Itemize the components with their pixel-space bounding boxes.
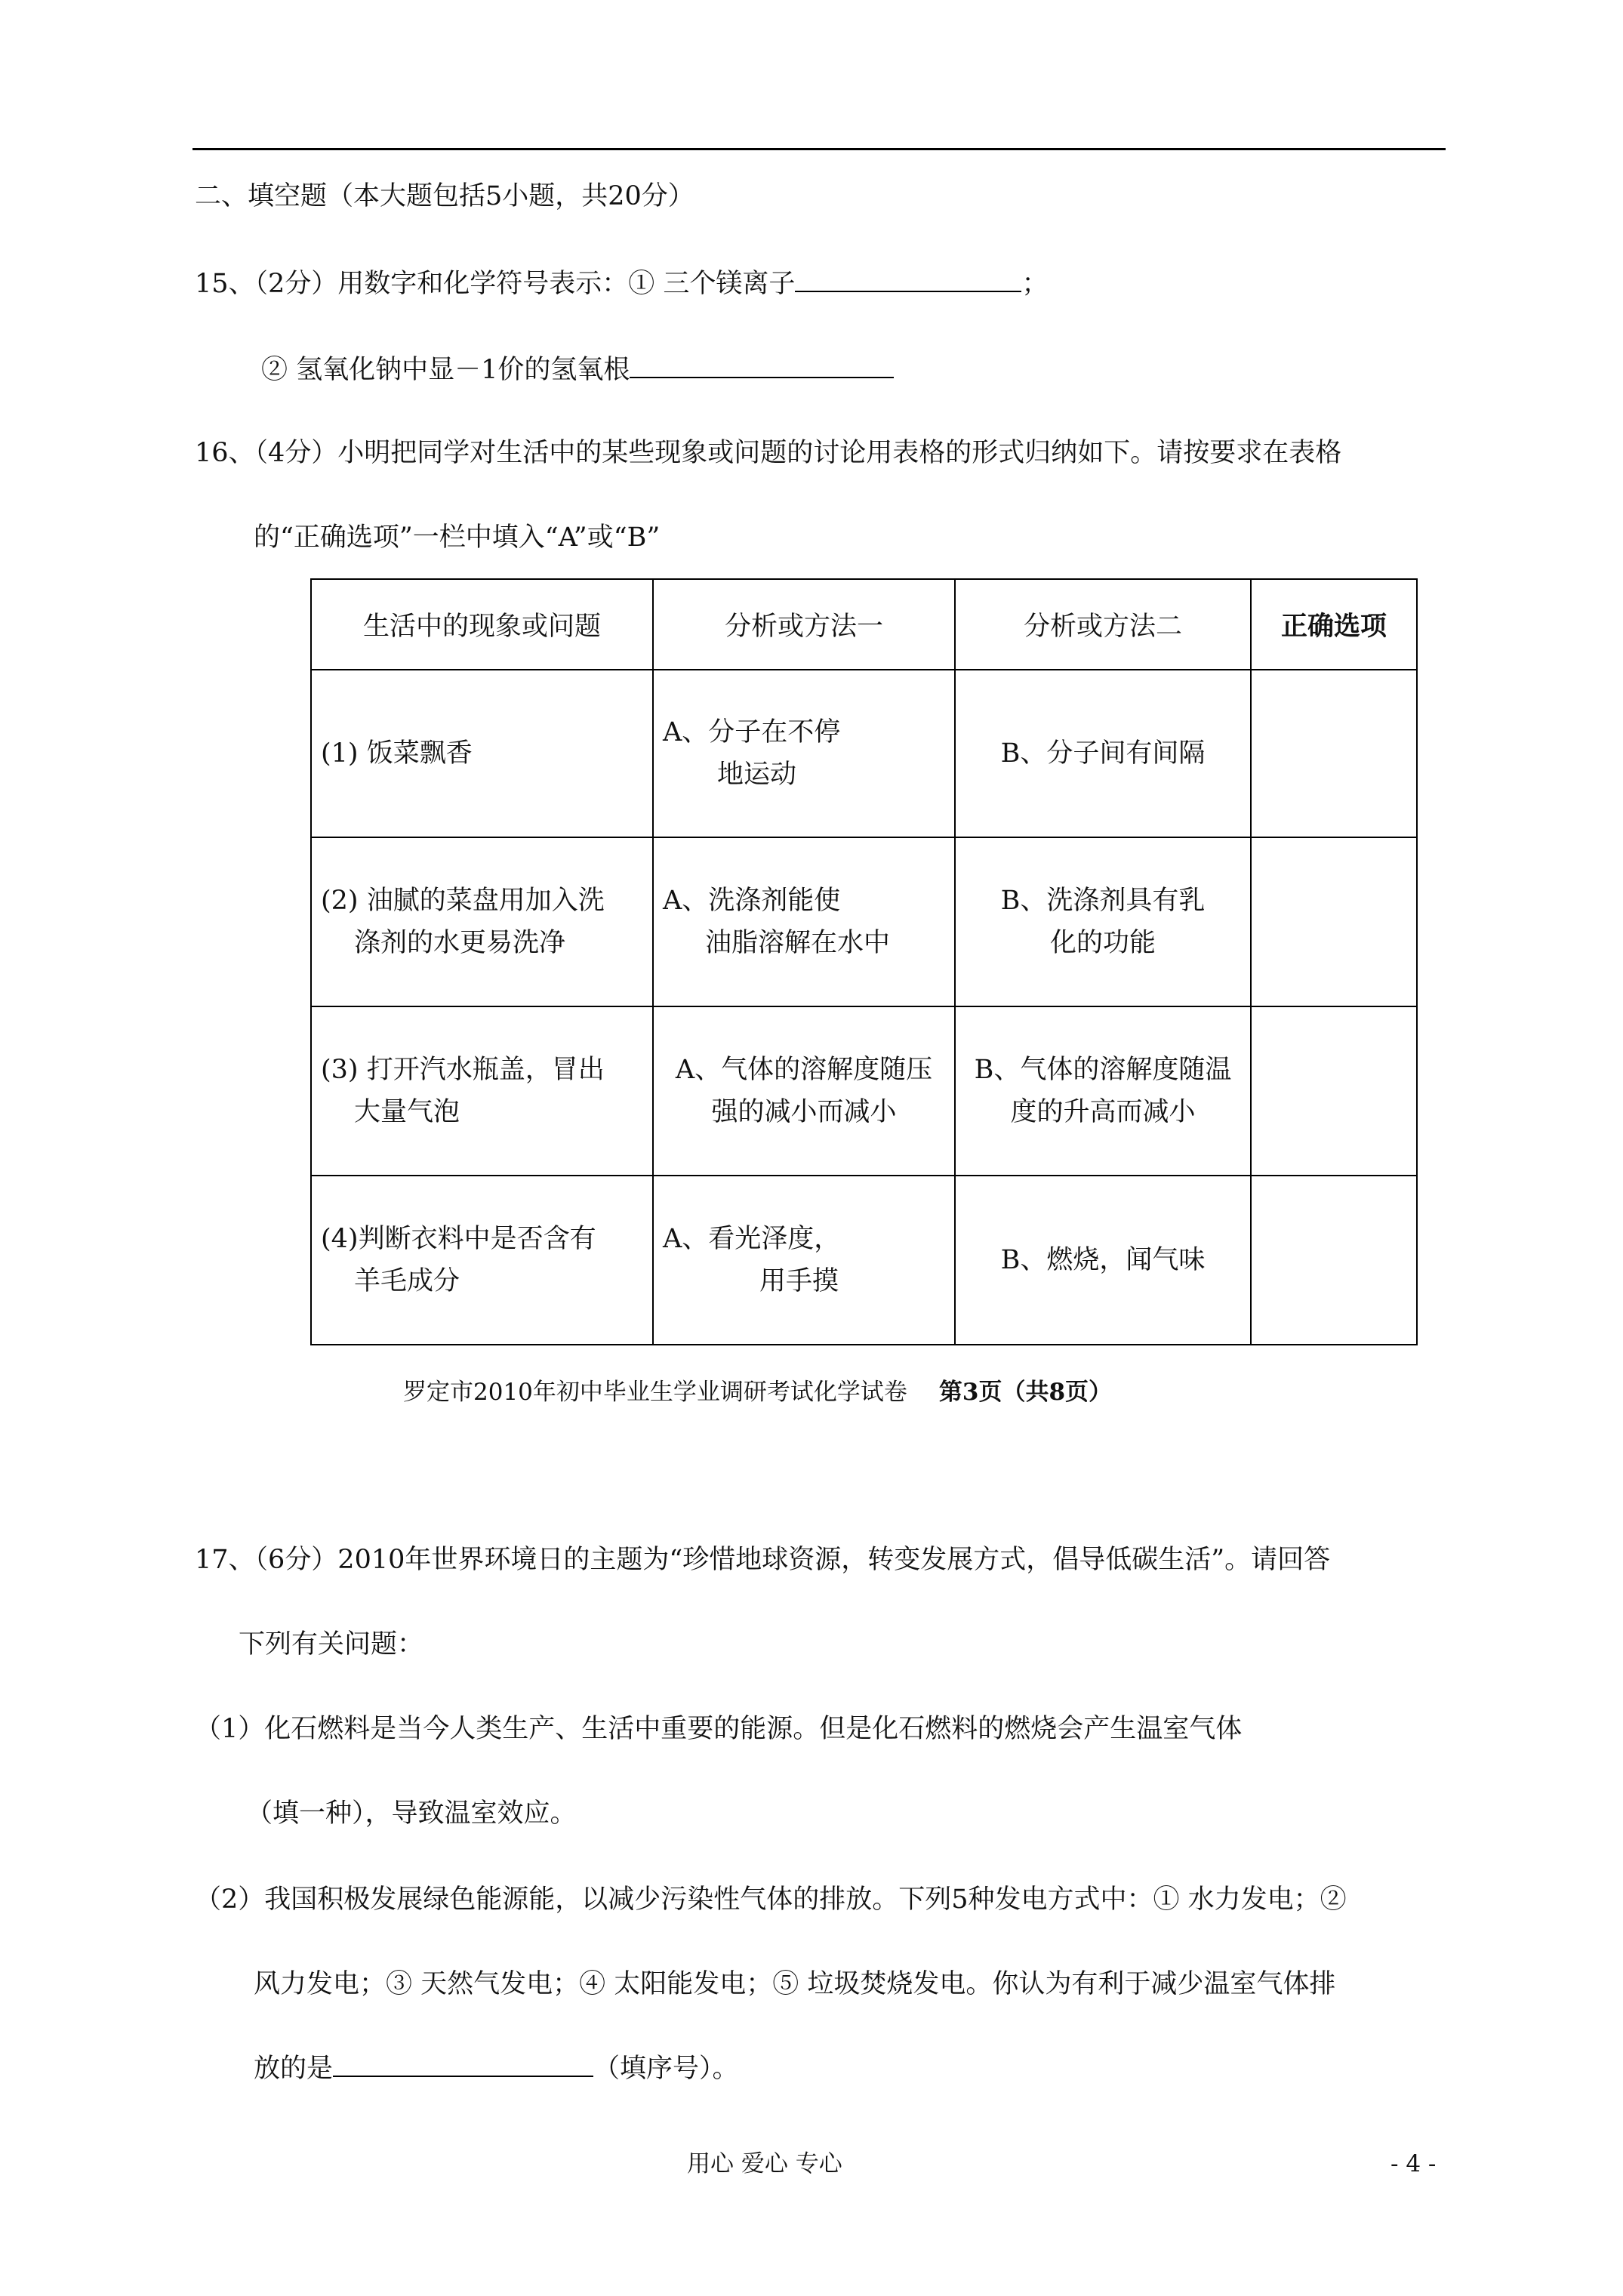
q17-part1-line2: （填一种），导致温室效应。 <box>246 1798 577 1829</box>
table-header-row <box>311 579 1417 670</box>
cell-text: (1) 饭菜飘香 <box>321 738 473 769</box>
cell-text: A、洗涤剂能使 <box>663 886 841 916</box>
q17-part2-line3-a: 放的是 <box>254 2054 334 2084</box>
row1-method-2 <box>955 670 1251 837</box>
cell-text: 强的减小而减小 <box>711 1097 897 1127</box>
q17-part2-line2: 风力发电；③ 天然气发电；④ 太阳能发电；⑤ 垃圾焚烧发电。你认为有利于减少温室气体排 <box>254 1969 1336 1999</box>
q17-answer-blank[interactable] <box>333 2053 593 2077</box>
header-method-1: 分析或方法一 <box>653 579 955 670</box>
q17-part2-line1: （2）我国积极发展绿色能源能，以减少污染性气体的排放。下列5种发电方式中：① 水力发电；② <box>195 1885 1347 1915</box>
row2-method-2 <box>955 837 1251 1006</box>
row1-method-1 <box>653 670 955 837</box>
cell-text: 用手摸 <box>759 1266 839 1296</box>
row3-method-2 <box>955 1006 1251 1176</box>
cell-text: 油脂溶解在水中 <box>705 928 891 958</box>
footer-motto: 用心 爱心 专心 <box>687 2150 842 2177</box>
header-correct-option: 正确选项 <box>1251 579 1417 670</box>
q16-line1: 16、（4分）小明把同学对生活中的某些现象或问题的讨论用表格的形式归纳如下。请按要求在表格 <box>195 438 1342 468</box>
cell-text: A、气体的溶解度随压 <box>675 1055 933 1085</box>
q17-part1-line1: （1）化石燃料是当今人类生产、生活中重要的能源。但是化石燃料的燃烧会产生温室气体 <box>195 1714 1243 1744</box>
q15-blank-2[interactable] <box>630 354 894 378</box>
top-rule <box>192 148 1446 150</box>
table-row <box>311 1176 1417 1345</box>
cell-text: 涤剂的水更易洗净 <box>354 928 566 958</box>
q17-line2: 下列有关问题： <box>239 1629 424 1660</box>
cell-text: 羊毛成分 <box>354 1266 460 1296</box>
q15-blank-1[interactable] <box>795 268 1021 292</box>
header-phenomenon: 生活中的现象或问题 <box>311 579 653 670</box>
row2-method-1 <box>653 837 955 1006</box>
exam-title: 罗定市2010年初中毕业生学业调研考试化学试卷 <box>403 1379 907 1406</box>
cell-text: A、看光泽度， <box>663 1224 841 1254</box>
q15-line1-text: 15、（2分）用数字和化学符号表示：① 三个镁离子 <box>195 269 796 299</box>
row4-method-1 <box>653 1176 955 1345</box>
q16-table <box>310 578 1418 1345</box>
cell-text: 地运动 <box>717 760 797 790</box>
cell-text: (2) 油腻的菜盘用加入洗 <box>321 886 605 916</box>
page-number: - 4 - <box>1390 2150 1437 2177</box>
row2-answer-cell[interactable] <box>1251 837 1417 1006</box>
row4-answer-cell[interactable] <box>1251 1176 1417 1345</box>
row3-method-1 <box>653 1006 955 1176</box>
table-row <box>311 837 1417 1006</box>
row2-phenomenon <box>311 837 653 1006</box>
row1-phenomenon <box>311 670 653 837</box>
q17-part2-line3 <box>254 2052 739 2085</box>
q15-line1-end: ； <box>1021 269 1049 299</box>
row1-answer-cell[interactable] <box>1251 670 1417 837</box>
exam-page-footer <box>403 1377 1112 1407</box>
q17-line1: 17、（6分）2010年世界环境日的主题为“珍惜地球资源，转变发展方式，倡导低碳生活”。请回答 <box>195 1545 1331 1575</box>
row3-phenomenon <box>311 1006 653 1176</box>
cell-text: 度的升高而减小 <box>1010 1097 1196 1127</box>
table-row <box>311 670 1417 837</box>
q17-part2-line3-b: （填序号）。 <box>593 2054 739 2084</box>
q16-line2: 的“正确选项”一栏中填入“A”或“B” <box>254 522 661 553</box>
cell-text: (4)判断衣料中是否含有 <box>321 1224 596 1254</box>
cell-text: B、分子间有间隔 <box>1000 738 1206 769</box>
exam-page-indicator: 第3页（共8页） <box>938 1379 1113 1406</box>
row4-method-2 <box>955 1176 1251 1345</box>
cell-text: B、燃烧，闻气味 <box>1000 1245 1206 1275</box>
q15-line1 <box>195 267 1048 300</box>
cell-text: A、分子在不停 <box>663 717 841 747</box>
row3-answer-cell[interactable] <box>1251 1006 1417 1176</box>
q15-line2-text: ② 氢氧化钠中显－1价的氢氧根 <box>261 355 630 385</box>
q15-line2 <box>261 353 894 387</box>
table-row <box>311 1006 1417 1176</box>
cell-text: 化的功能 <box>1049 928 1156 958</box>
cell-text: (3) 打开汽水瓶盖，冒出 <box>321 1055 605 1085</box>
row4-phenomenon <box>311 1176 653 1345</box>
header-method-2: 分析或方法二 <box>955 579 1251 670</box>
cell-text: 大量气泡 <box>354 1097 460 1127</box>
section-title: 二、填空题（本大题包括5小题，共20分） <box>195 181 694 211</box>
cell-text: B、气体的溶解度随温 <box>974 1055 1232 1085</box>
cell-text: B、洗涤剂具有乳 <box>1000 886 1206 916</box>
